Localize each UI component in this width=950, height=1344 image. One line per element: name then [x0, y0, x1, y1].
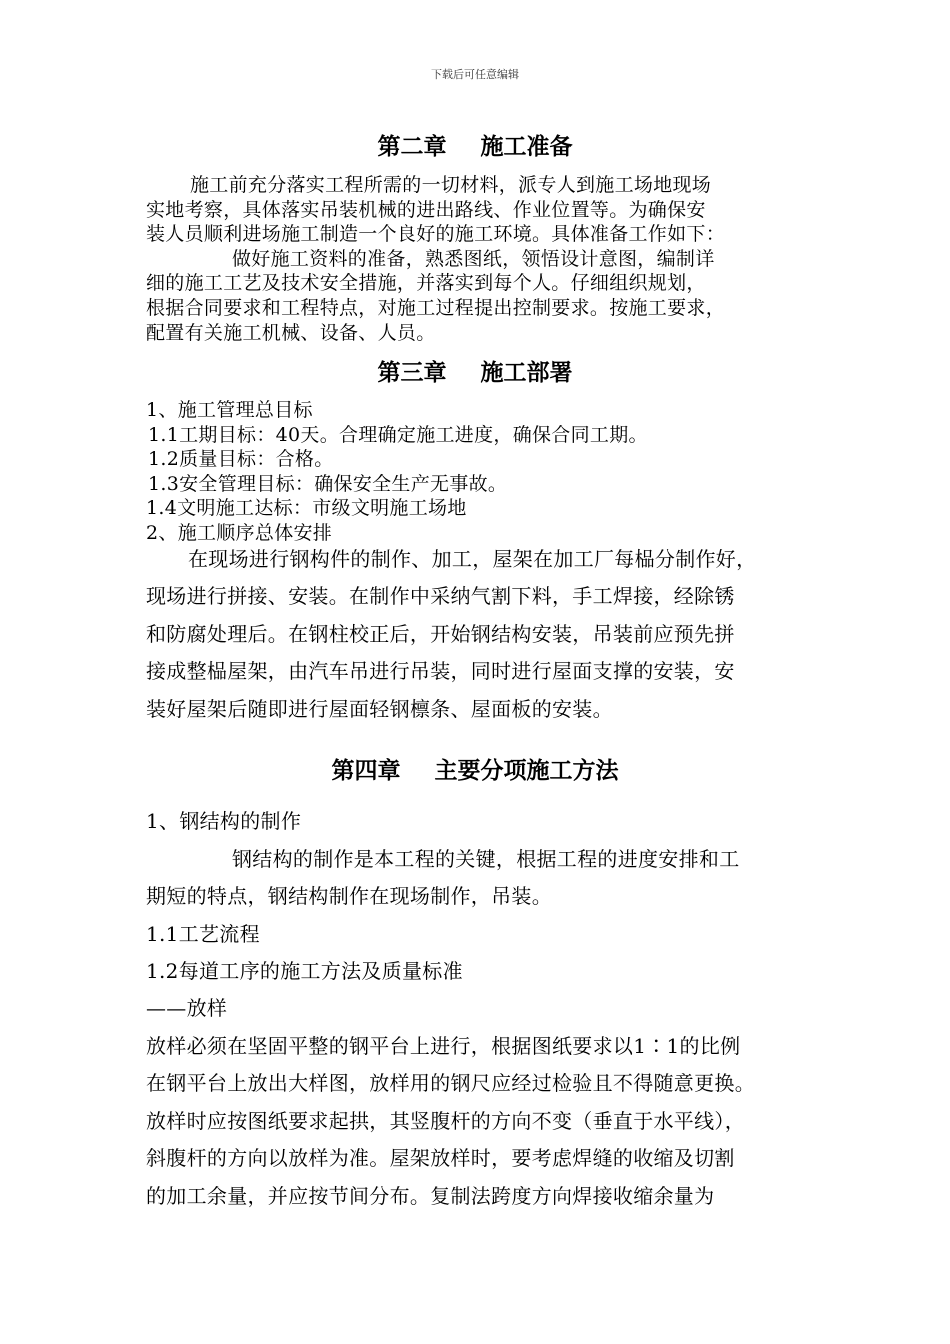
paragraph-line: 细的施工工艺及技术安全措施，并落实到每个人。仔细组织规划，	[146, 272, 706, 294]
paragraph-line: 放样时应按图纸要求起拱，其竖腹杆的方向不变（垂直于水平线），	[146, 1109, 745, 1133]
paragraph-line: 钢结构的制作是本工程的关键，根据工程的进度安排和工	[232, 847, 740, 871]
paragraph-line: 放样必须在坚固平整的钢平台上进行，根据图纸要求以1∶1的比例	[146, 1034, 741, 1058]
chapter4-title: 主要分项施工方法	[434, 758, 619, 784]
paragraph-line: 根据合同要求和工程特点，对施工过程提出控制要求。按施工要求，	[146, 297, 726, 319]
paragraph-line: 施工前充分落实工程所需的一切材料，派专人到施工场地现场	[190, 174, 712, 196]
paragraph-line: 现场进行拼接、安装。在制作中采纳气割下料，手工焊接，经除锈	[146, 584, 735, 608]
chapter3-number: 第三章	[377, 360, 447, 386]
chapter2-heading	[0, 128, 950, 161]
paragraph-line: 和防腐处理后。在钢柱校正后，开始钢结构安装，吊装前应预先拼	[146, 622, 735, 646]
section-heading: 1.2每道工序的施工方法及质量标准	[146, 959, 463, 983]
paragraph-line: 装好屋架后随即进行屋面轻钢檩条、屋面板的安装。	[146, 697, 613, 721]
paragraph-line: 装人员顺利进场施工制造一个良好的施工环境。具体准备工作如下：	[146, 223, 726, 245]
list-item: 1.2质量目标：合格。	[148, 448, 334, 470]
page-header: 下载后可任意编辑	[431, 68, 519, 81]
paragraph-line: 做好施工资料的准备，熟悉图纸，领悟设计意图，编制详	[232, 248, 715, 270]
chapter2-title: 施工准备	[480, 134, 573, 160]
sub-heading: ——放样	[146, 996, 228, 1020]
paragraph-line: 在钢平台上放出大样图，放样用的钢尺应经过检验且不得随意更换。	[146, 1071, 755, 1095]
section-heading: 1.1工艺流程	[146, 922, 260, 946]
section-heading: 2、施工顺序总体安排	[146, 522, 333, 544]
paragraph-line: 的加工余量，并应按节间分布。复制法跨度方向焊接收缩余量为	[146, 1184, 715, 1208]
paragraph-line: 斜腹杆的方向以放样为准。屋架放样时，要考虑焊缝的收缩及切割	[146, 1146, 735, 1170]
paragraph-line: 期短的特点，钢结构制作在现场制作，吊装。	[146, 884, 552, 908]
chapter2-number: 第二章	[377, 134, 447, 160]
list-item: 1.3安全管理目标：确保安全生产无事故。	[148, 473, 508, 495]
paragraph-line: 配置有关施工机械、设备、人员。	[146, 322, 436, 344]
chapter3-heading	[0, 354, 950, 387]
chapter4-heading	[0, 752, 950, 785]
chapter3-title: 施工部署	[480, 360, 573, 386]
section-heading: 1、施工管理总目标	[146, 399, 313, 421]
paragraph-line: 在现场进行钢构件的制作、加工，屋架在加工厂每榀分制作好，	[188, 547, 757, 571]
paragraph-line: 接成整榀屋架，由汽车吊进行吊装，同时进行屋面支撑的安装，安	[146, 659, 735, 683]
paragraph-line: 实地考察，具体落实吊装机械的进出路线、作业位置等。为确保安	[146, 199, 706, 221]
section-heading: 1、钢结构的制作	[146, 809, 302, 833]
list-item: 1.1工期目标：40天。合理确定施工进度，确保合同工期。	[148, 424, 648, 446]
chapter4-number: 第四章	[331, 758, 401, 784]
list-item: 1.4文明施工达标：市级文明施工场地	[146, 497, 467, 519]
